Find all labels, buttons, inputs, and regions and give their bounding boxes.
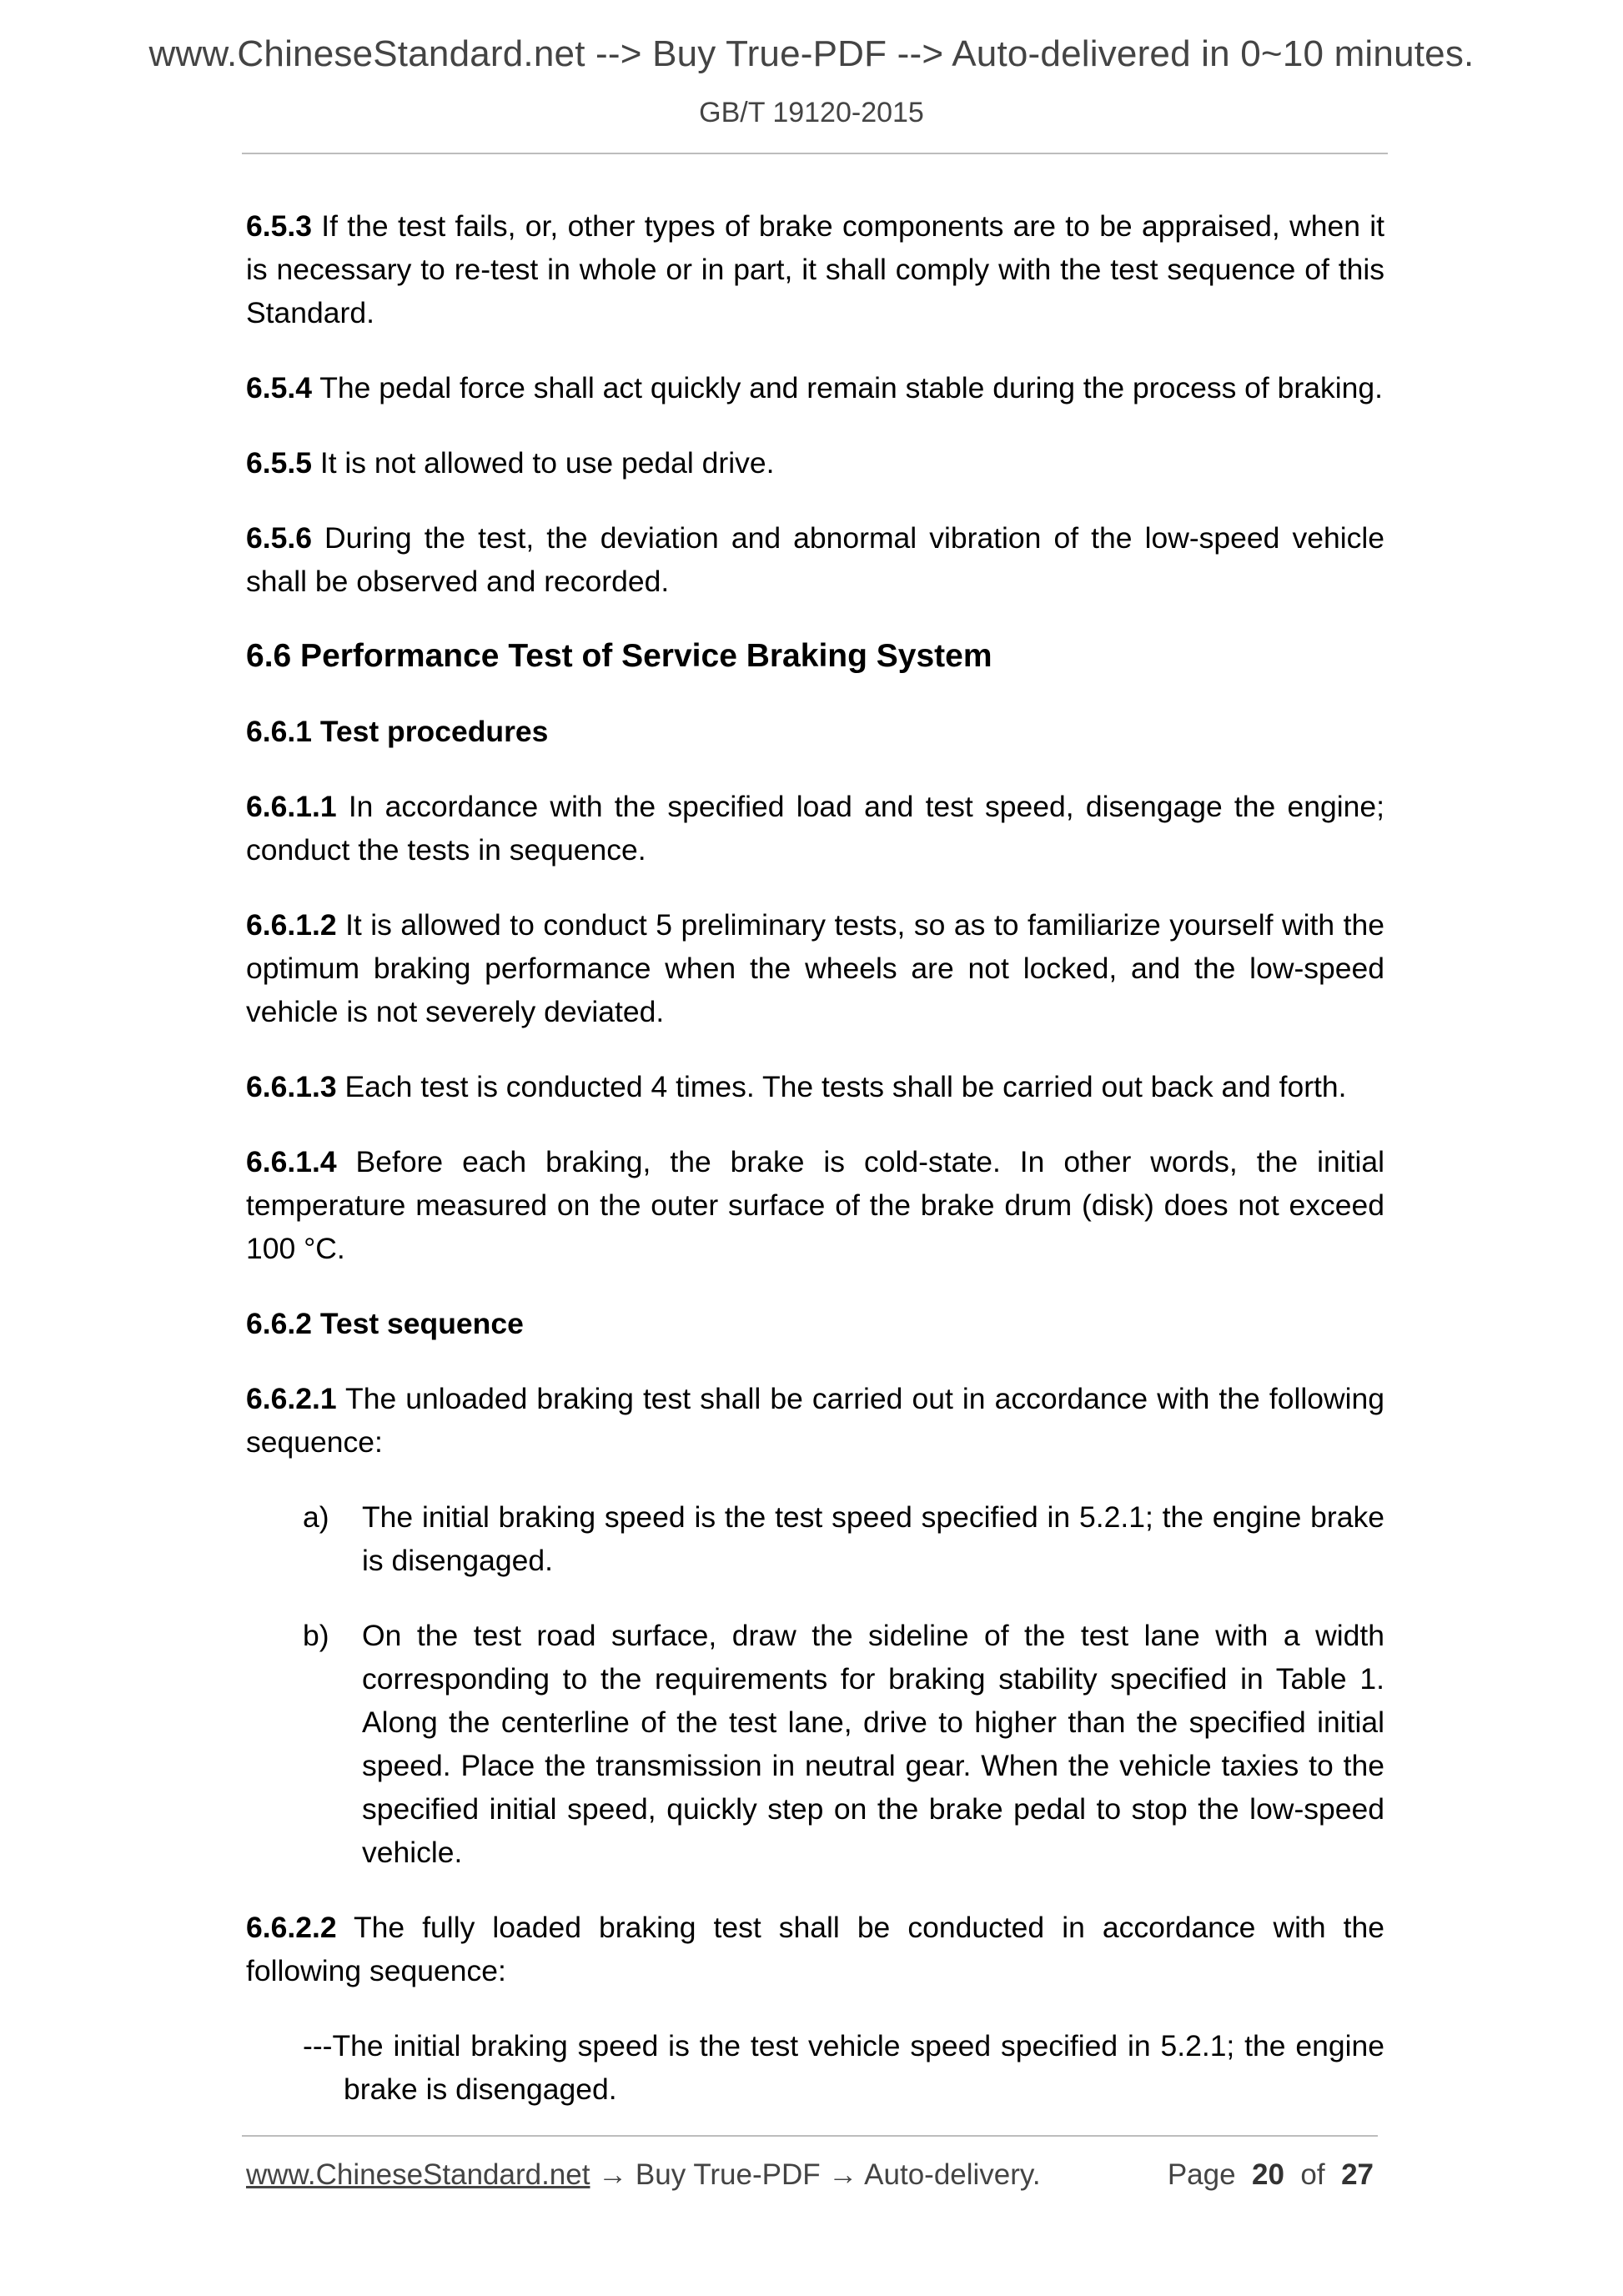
clause-text: The unloaded braking test shall be carried out in accordance with the following sequence: — [246, 1382, 1384, 1459]
list-item-text: The initial braking speed is the test speed specified in 5.2.1; the engine brake is disengaged. — [362, 1500, 1384, 1577]
subsection-heading-6-6-1: 6.6.1 Test procedures — [246, 715, 549, 748]
clause-number: 6.5.6 — [246, 521, 312, 555]
subsection-heading-6-6-2: 6.6.2 Test sequence — [246, 1307, 524, 1340]
clause-number: 6.5.5 — [246, 446, 312, 480]
clause-number: 6.6.1.3 — [246, 1070, 337, 1103]
header-divider — [242, 153, 1388, 154]
clause-number: 6.5.4 — [246, 371, 312, 404]
clause-6-6-2-1 — [246, 1377, 1384, 1464]
clause-text: During the test, the deviation and abnormal vibration of the low-speed vehicle shall be observed and recorded. — [246, 521, 1384, 598]
clause-number: 6.6.2.2 — [246, 1911, 337, 1944]
page-indicator — [1168, 2158, 1374, 2192]
clause-number: 6.6.1.1 — [246, 790, 337, 823]
clause-number: 6.6.1.2 — [246, 908, 337, 942]
clause-6-5-5 — [246, 441, 1384, 485]
clause-6-6-1-1 — [246, 785, 1384, 872]
footer-promo — [246, 2158, 1041, 2192]
dash-list-item: ---The initial braking speed is the test vehicle speed specified in 5.2.1; the engine brake is disengaged. — [303, 2029, 1384, 2106]
clause-number: 6.5.3 — [246, 209, 312, 243]
page-label: Page — [1167, 2158, 1236, 2191]
footer-trail: → Buy True-PDF → Auto-delivery. — [590, 2158, 1041, 2191]
page-total: 27 — [1341, 2158, 1374, 2191]
clause-number: 6.6.1.4 — [246, 1145, 337, 1178]
clause-number: 6.6.2.1 — [246, 1382, 337, 1415]
list-item-a — [246, 1495, 1384, 1582]
clause-text: The fully loaded braking test shall be conducted in accordance with the following sequence: — [246, 1911, 1384, 1987]
document-number: GB/T 19120-2015 — [699, 97, 924, 128]
clause-6-5-3 — [246, 204, 1384, 334]
clause-6-5-4 — [246, 366, 1384, 409]
footer-divider — [242, 2135, 1378, 2137]
clause-text: If the test fails, or, other types of brake components are to be appraised, when it is necessary to re-test in whole or in part, it shall comply with the test sequence of this Standard. — [246, 209, 1384, 329]
clause-6-6-1-4 — [246, 1140, 1384, 1270]
page-footer — [246, 2158, 1380, 2200]
clause-text: Each test is conducted 4 times. The tests shall be carried out back and forth. — [336, 1070, 1347, 1103]
clause-text: Before each braking, the brake is cold-state. In other words, the initial temperature measured on the outer surface of the brake drum (disk) does not exceed 100 °C. — [246, 1145, 1384, 1265]
clause-text: It is not allowed to use pedal drive. — [311, 446, 775, 480]
top-banner: www.ChineseStandard.net --> Buy True-PDF --> Auto-delivered in 0~10 minutes. — [148, 33, 1475, 74]
clause-text: It is allowed to conduct 5 preliminary tests, so as to familiarize yourself with the optimum braking performance when the wheels are not locked, and the low-speed vehicle is not severely deviated. — [246, 908, 1384, 1028]
of-label: of — [1300, 2158, 1325, 2191]
page-body — [246, 204, 1384, 2111]
clause-6-6-2-2 — [246, 1906, 1384, 1992]
clause-6-6-1-2 — [246, 903, 1384, 1033]
clause-text: In accordance with the specified load and test speed, disengage the engine; conduct the tests in sequence. — [246, 790, 1384, 867]
list-item-b — [246, 1614, 1384, 1874]
page-number: 20 — [1252, 2158, 1284, 2191]
clause-6-5-6 — [246, 516, 1384, 603]
list-marker: b) — [303, 1619, 329, 1652]
clause-text: The pedal force shall act quickly and remain stable during the process of braking. — [311, 371, 1383, 404]
footer-site-link[interactable]: www.ChineseStandard.net — [246, 2158, 590, 2191]
clause-6-6-1-3 — [246, 1065, 1384, 1108]
list-item-text: On the test road surface, draw the sideline of the test lane with a width corresponding to the requirements for braking stability specified in Table 1. Along the centerline of the test lane, drive to higher than the specified initial speed. Place the transmission in neutral gear. When the vehicle taxies to the specified initial speed, quickly step on the brake pedal to stop the low-speed vehicle. — [362, 1619, 1384, 1869]
list-marker: a) — [303, 1500, 329, 1534]
section-heading-6-6: 6.6 Performance Test of Service Braking System — [246, 638, 992, 674]
